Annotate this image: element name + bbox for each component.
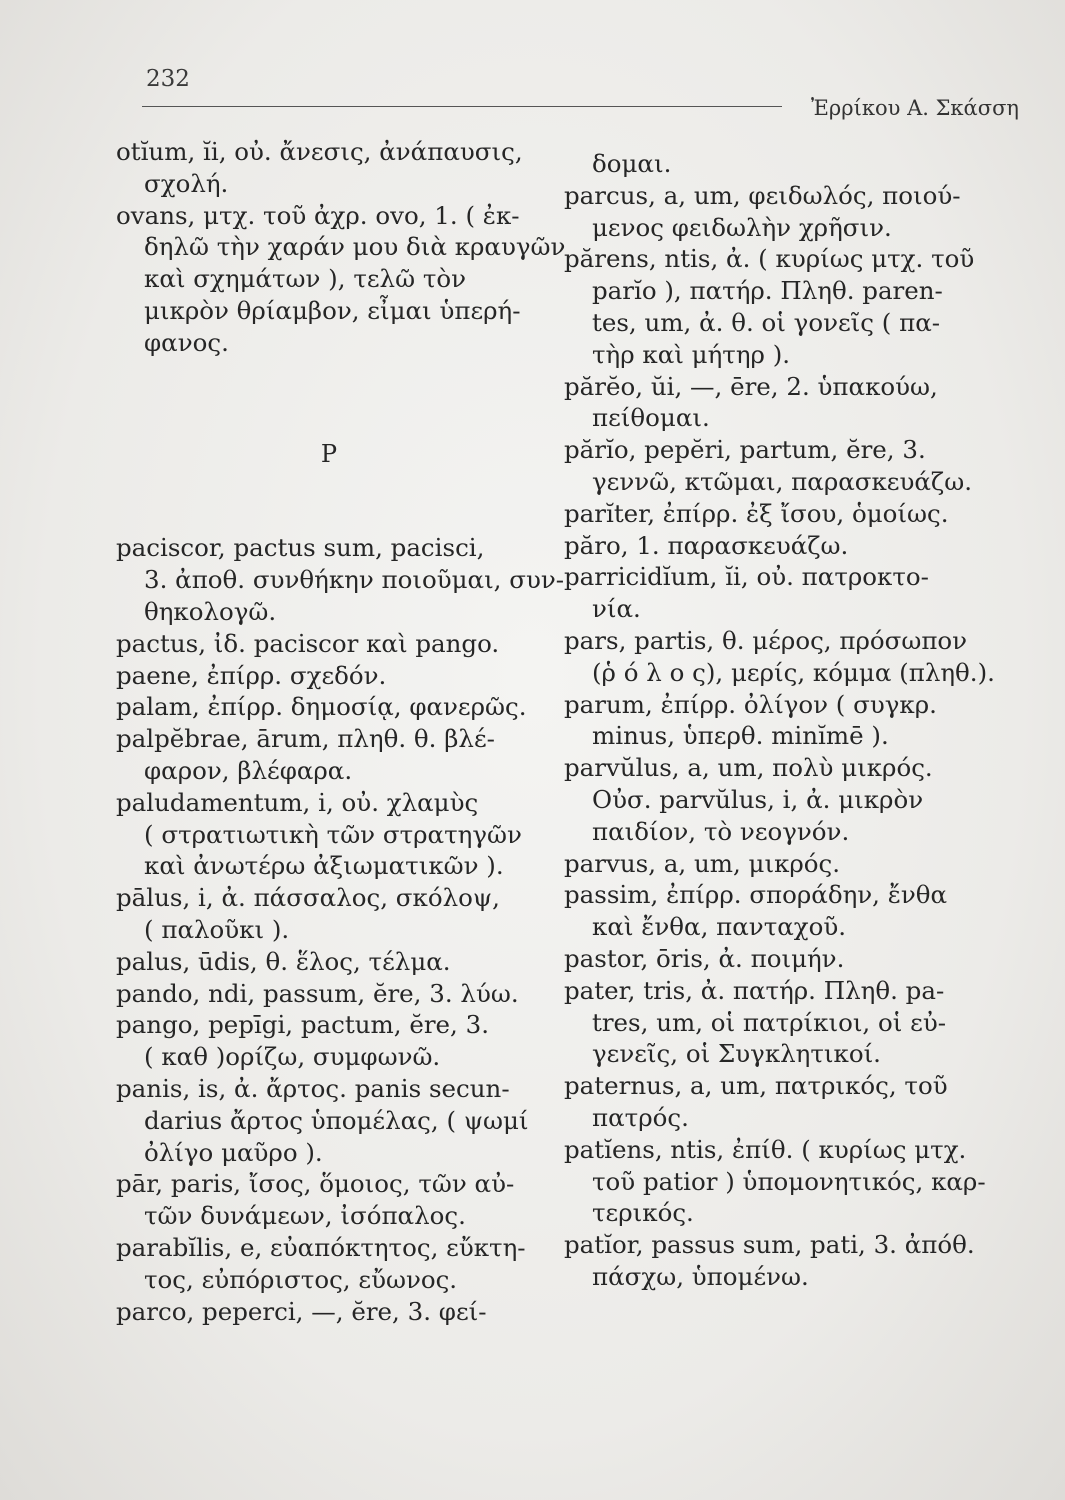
entry-continuation-line: τος, εὐπόριστος, εὔωνος.	[144, 1264, 458, 1294]
entry-continuation-line: καὶ ἔνθα, πανταχοῦ.	[592, 912, 847, 942]
entry-continuation-line: ( στρατιωτικὴ τῶν στρατηγῶν	[144, 819, 522, 849]
dictionary-entry	[564, 371, 1019, 435]
entry-headword-line: pater, tris, ἀ. πατήρ. Πληθ. pa-	[564, 975, 945, 1005]
dictionary-entry	[564, 148, 1019, 180]
entry-headword-line: panis, is, ἀ. ἄρτος. panis secun-	[116, 1073, 510, 1103]
entry-headword-line: palus, ūdis, θ. ἕλος, τέλμα.	[116, 946, 451, 976]
entry-continuation-line: φανος.	[144, 327, 229, 357]
dictionary-entry	[116, 691, 566, 723]
entry-headword-line: pālus, i, ἀ. πάσσαλος, σκόλοψ,	[116, 883, 500, 913]
entry-continuation-line: τοῦ patior ) ὑπομονητικός, καρ-	[592, 1166, 986, 1196]
entry-continuation-line: (ῥ ό λ ο ς), μερίς, κόμμα (πληθ.).	[592, 657, 995, 687]
entry-continuation-line: σχολή.	[144, 168, 229, 198]
entry-headword-line: parricidĭum, ĭi, οὐ. πατροκτο-	[564, 562, 929, 592]
entry-continuation-line: τῶν δυνάμεων, ἰσόπαλος.	[144, 1201, 466, 1231]
left-entries-after-letter	[116, 532, 566, 1327]
entry-headword-line: patĭor, passus sum, pati, 3. ἀπόθ.	[564, 1230, 975, 1260]
entry-continuation-line: ὀλίγο μαῦρο ).	[144, 1137, 323, 1167]
entry-headword-line: părĕo, ŭi, —, ēre, 2. ὑπακούω,	[564, 371, 938, 401]
entry-continuation-line: tes, um, ἀ. θ. οἱ γονεῖς ( πα-	[592, 307, 941, 337]
entry-headword-line: pango, pepīgi, pactum, ĕre, 3.	[116, 1010, 489, 1040]
entry-headword-line: părens, ntis, ἀ. ( κυρίως μτχ. τοῦ	[564, 244, 975, 274]
entry-headword-line: paene, ἐπίρρ. σχεδόν.	[116, 660, 387, 690]
entry-continuation-line: δηλῶ τὴν χαράν μου διὰ κραυγῶν	[144, 232, 566, 262]
entry-continuation-line: θηκολογῶ.	[144, 596, 277, 626]
entry-headword-line: parum, ἐπίρρ. ὀλίγον ( συγκρ.	[564, 689, 937, 719]
entry-headword-line: parvus, a, um, μικρός.	[564, 848, 841, 878]
dictionary-entry	[564, 848, 1019, 880]
dictionary-entry	[564, 879, 1019, 943]
entry-continuation-line: μενος φειδωλὴν χρῆσιν.	[592, 212, 892, 242]
entry-headword-line: pār, paris, ἴσος, ὅμοιος, τῶν αὐ-	[116, 1169, 515, 1199]
dictionary-entry	[564, 243, 1019, 370]
running-title: Ἐρρίκου Α. Σκάσση	[811, 96, 1019, 120]
dictionary-entry	[116, 787, 566, 882]
entry-continuation-line: Οὐσ. parvŭlus, i, ἀ. μικρὸν	[592, 784, 924, 814]
dictionary-entry	[564, 1229, 1019, 1293]
dictionary-entry	[564, 1070, 1019, 1134]
entry-headword-line: otĭum, ĭi, οὐ. ἄνεσις, ἀνάπαυσις,	[116, 137, 523, 166]
entry-headword-line: pastor, ōris, ἀ. ποιμήν.	[564, 943, 845, 973]
right-column	[564, 148, 1019, 1293]
dictionary-entry	[564, 434, 1019, 498]
entry-headword-line: parcus, a, um, φειδωλός, ποιού-	[564, 180, 961, 210]
entry-headword-line: palam, ἐπίρρ. δημοσίᾳ, φανερῶς.	[116, 692, 527, 722]
entry-continuation-line: μικρὸν θρίαμβον, εἶμαι ὑπερή-	[144, 295, 521, 325]
entry-headword-line: parĭter, ἐπίρρ. ἐξ ἴσου, ὁμοίως.	[564, 498, 949, 528]
entry-headword-line: parvŭlus, a, um, πολὺ μικρός.	[564, 753, 933, 783]
entry-headword-line: patĭens, ntis, ἐπίθ. ( κυρίως μτχ.	[564, 1134, 967, 1164]
dictionary-entry	[116, 882, 566, 946]
right-entries	[564, 148, 1019, 1293]
dictionary-entry	[116, 1073, 566, 1168]
entry-continuation-line: γενεῖς, οἱ Συγκλητικοί.	[592, 1039, 881, 1069]
page-number: 232	[146, 66, 190, 92]
entry-continuation-line: τὴρ καὶ μήτηρ ).	[592, 339, 791, 369]
entry-headword-line: paludamentum, i, οὐ. χλαμὺς	[116, 787, 479, 817]
entry-headword-line: passim, ἐπίρρ. σποράδην, ἔνθα	[564, 880, 948, 910]
entry-headword-line: păro, 1. παρασκευάζω.	[564, 530, 849, 560]
entry-continuation-line: πατρός.	[592, 1102, 689, 1132]
entry-continuation-line: πείθομαι.	[592, 403, 710, 433]
entry-continuation-line: tres, um, οἱ πατρίκιοι, οἱ εὐ-	[592, 1007, 947, 1037]
left-column	[116, 136, 566, 1327]
entry-headword-line: ovans, μτχ. τοῦ ἀχρ. ovo, 1. ( ἐκ-	[116, 200, 520, 230]
entry-continuation-line: γεννῶ, κτῶμαι, παρασκευάζω.	[592, 466, 972, 496]
dictionary-entry	[564, 180, 1019, 244]
entry-continuation-line: πάσχω, ὑπομένω.	[592, 1261, 809, 1291]
entry-continuation-line: parĭo ), πατήρ. Πληθ. paren-	[592, 276, 943, 306]
dictionary-entry	[564, 530, 1019, 562]
dictionary-entry	[116, 136, 566, 200]
dictionary-entry	[564, 625, 1019, 689]
dictionary-entry	[116, 1168, 566, 1232]
entry-headword-line: paciscor, pactus sum, pacisci,	[116, 533, 485, 563]
entry-continuation-line: 3. ἀποθ. συνθήκην ποιοῦμαι, συν-	[144, 565, 565, 595]
entry-headword-line: paternus, a, um, πατρικός, τοῦ	[564, 1071, 948, 1101]
left-entries-before-letter	[116, 136, 566, 359]
entry-headword-line: parabĭlis, e, εὐαπόκτητος, εὔκτη-	[116, 1232, 526, 1262]
header-rule	[142, 106, 782, 107]
dictionary-entry	[116, 946, 566, 978]
entry-continuation-line: δομαι.	[592, 149, 672, 178]
entry-headword-line: pars, partis, θ. μέρος, πρόσωπον	[564, 625, 968, 655]
dictionary-entry	[116, 1009, 566, 1073]
entry-continuation-line: νία.	[592, 594, 641, 624]
entry-headword-line: palpĕbrae, ārum, πληθ. θ. βλέ-	[116, 724, 495, 754]
dictionary-entry	[116, 723, 566, 787]
dictionary-entry	[116, 1232, 566, 1296]
entry-continuation-line: ( παλοῦκι ).	[144, 914, 290, 944]
dictionary-entry	[116, 200, 566, 359]
dictionary-entry	[564, 1134, 1019, 1229]
entry-continuation-line: darius ἄρτος ὑπομέλας, ( ψωμί	[144, 1105, 529, 1135]
dictionary-entry	[564, 561, 1019, 625]
dictionary-entry	[564, 943, 1019, 975]
letter-heading: P	[320, 439, 338, 468]
dictionary-entry	[116, 1296, 566, 1328]
entry-headword-line: parco, peperci, —, ĕre, 3. φεί-	[116, 1296, 487, 1326]
entry-continuation-line: παιδίον, τὸ νεογνόν.	[592, 816, 850, 846]
entry-continuation-line: καὶ ἀνωτέρω ἀξιωματικῶν ).	[144, 851, 504, 881]
entry-headword-line: pactus, ἰδ. paciscor καὶ pango.	[116, 628, 500, 658]
entry-headword-line: pando, ndi, passum, ĕre, 3. λύω.	[116, 978, 519, 1008]
dictionary-entry	[564, 975, 1019, 1070]
entry-continuation-line: τερικός.	[592, 1198, 694, 1228]
dictionary-entry	[116, 978, 566, 1010]
entry-continuation-line: φαρον, βλέφαρα.	[144, 755, 353, 785]
dictionary-entry	[564, 752, 1019, 847]
entry-continuation-line: καὶ σχημάτων ), τελῶ τὸν	[144, 264, 467, 294]
dictionary-entry	[116, 660, 566, 692]
dictionary-entry	[564, 498, 1019, 530]
dictionary-entry	[564, 689, 1019, 753]
entry-continuation-line: ( καθ )ορίζω, συμφωνῶ.	[144, 1042, 441, 1072]
entry-continuation-line: minus, ὑπερθ. minĭmē ).	[592, 721, 889, 751]
dictionary-entry	[116, 532, 566, 627]
dictionary-entry	[116, 628, 566, 660]
entry-headword-line: părĭo, pepĕri, partum, ĕre, 3.	[564, 435, 926, 465]
